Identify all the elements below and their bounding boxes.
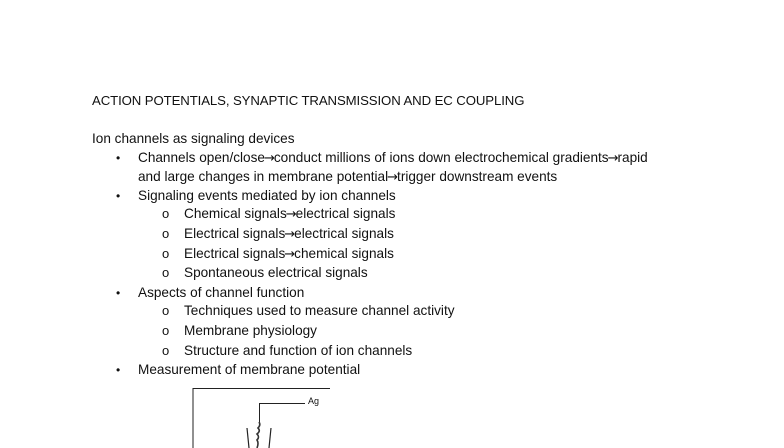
sub-bullet-text: Membrane physiology	[184, 323, 317, 338]
arrow-icon: →	[284, 227, 296, 242]
text-segment: chemical signals	[294, 246, 394, 261]
arrow-icon: →	[387, 170, 399, 185]
text-segment: trigger downstream events	[397, 169, 558, 184]
pipette-wall-left	[247, 428, 249, 448]
bullet-marker: •	[116, 151, 121, 165]
sub-bullet-text	[184, 205, 395, 224]
text-segment: Channels open/close	[138, 150, 265, 165]
sub-bullet-marker: o	[162, 265, 170, 280]
arrow-icon: →	[607, 151, 619, 166]
sub-bullet-marker: o	[162, 303, 170, 318]
sub-bullet-text: Techniques used to measure channel activity	[184, 303, 455, 318]
text-segment: Chemical signals	[184, 206, 287, 221]
arrow-icon: →	[285, 207, 297, 222]
document-heading: ACTION POTENTIALS, SYNAPTIC TRANSMISSION AND EC COUPLING	[92, 93, 525, 108]
bullet-1-line-2	[138, 168, 557, 187]
sub-bullet-marker: o	[162, 343, 170, 358]
section-title: Ion channels as signaling devices	[92, 131, 295, 146]
text-segment: electrical signals	[294, 226, 394, 241]
bullet-2-text: Signaling events mediated by ion channels	[138, 188, 396, 203]
pipette-wall-right	[269, 428, 271, 448]
sub-bullet-text	[184, 225, 394, 244]
bullet-marker: •	[116, 189, 121, 203]
bullet-marker: •	[116, 363, 121, 377]
electrode-diagram	[192, 388, 352, 448]
arrow-icon: →	[263, 151, 275, 166]
electrode-wire-icon	[257, 422, 260, 448]
text-segment: electrical signals	[295, 206, 396, 221]
electrode-label: Ag	[308, 396, 320, 406]
sub-bullet-marker: o	[162, 226, 170, 241]
sub-bullet-text	[184, 245, 394, 264]
text-segment: conduct millions of ions down electrochemical gradients	[273, 150, 609, 165]
bullet-4-text: Measurement of membrane potential	[138, 362, 361, 377]
text-segment: and large changes in membrane potential	[138, 169, 389, 184]
sub-bullet-text: Spontaneous electrical signals	[184, 265, 368, 280]
bullet-3-text: Aspects of channel function	[138, 285, 305, 300]
arrow-icon: →	[284, 247, 296, 262]
sub-bullet-marker: o	[162, 246, 170, 261]
bullet-marker: •	[116, 286, 121, 300]
bullet-1-line-1	[138, 149, 648, 168]
sub-bullet-marker: o	[162, 206, 170, 221]
sub-bullet-text: Structure and function of ion channels	[184, 343, 413, 358]
text-segment: Electrical signals	[184, 246, 286, 261]
text-segment: rapid	[617, 150, 648, 165]
sub-bullet-marker: o	[162, 323, 170, 338]
text-segment: Electrical signals	[184, 226, 286, 241]
